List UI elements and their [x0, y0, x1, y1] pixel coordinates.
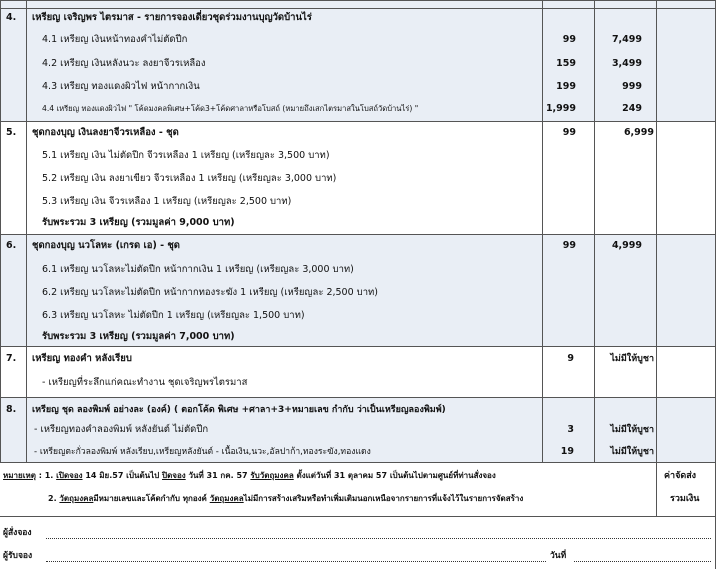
note-open-date: 14 มิย.57 เป็นต้นไป — [85, 471, 160, 480]
item-label: 4.3 เหรียญ ทองแดงผิวไฟ หน้ากากเงิน — [42, 81, 200, 92]
item-qty: 19 — [560, 446, 574, 457]
section-qty: 99 — [562, 240, 576, 251]
shipping-label: ค่าจัดส่ง — [664, 471, 697, 481]
date-label: วันที่ — [550, 551, 567, 561]
note-object: วัตถุมงคล — [59, 494, 94, 503]
item-qty: 199 — [556, 81, 576, 92]
section-number: 8. — [6, 404, 17, 415]
notes-label: หมายเหตุ — [3, 471, 36, 480]
note-close: ปิดจอง — [162, 471, 186, 480]
item-label: - เหรียญตะกั่วลองพิมพ์ หลังเรียบ,เหรียญหลังยันต์ - เนื้อเงิน,นวะ,อัลปาก้า,ทองระฆัง,ทองแดง — [34, 447, 371, 457]
item-qty: 1,999 — [545, 103, 576, 114]
note-2 — [48, 493, 523, 505]
section-number: 6. — [6, 240, 17, 251]
item-label: - เหรียญทองคำลองพิมพ์ หลังยันต์ ไม่ตัดปีก — [34, 424, 209, 435]
note-2-b: ไม่มีการสร้างเสริมหรือทำเพิ่มเติมนอกเหนือจากรายการที่แจ้งไว้ในรายการจัดสร้าง — [243, 494, 524, 503]
section-title: เหรียญ เจริญพร ไตรมาส - รายการจองเดี่ยวชุดร่วมงานบุญวัดบ้านไร่ — [32, 12, 312, 23]
item-qty: 3 — [567, 424, 574, 435]
note-2-a: มีหมายเลขและโค้ดกำกับ ทุกองค์ — [93, 494, 207, 503]
section-number: 4. — [6, 12, 17, 23]
item-label: 5.2 เหรียญ เงิน ลงยาเขียว จีวรเหลือง 1 เหรียญ (เหรียญละ 3,000 บาท) — [42, 173, 337, 184]
item-label: 5.1 เหรียญ เงิน ไม่ตัดปีก จีวรเหลือง 1 เหรียญ (เหรียญละ 3,500 บาท) — [42, 150, 330, 161]
note-1-prefix: : 1. — [38, 471, 54, 480]
section-summary: รับพระรวม 3 เหรียญ (รวมมูลค่า 7,000 บาท) — [42, 331, 235, 342]
item-label: 4.4 เหรียญ ทองแดงผิวไฟ " โค้ดมงคลพิเศษ+โค้ด3+โค้ดศาลาหรือโบสถ์ (หมายถึงเสกไตรมาสในโบสถ์วัดบ้านไร่) " — [42, 104, 419, 113]
orderer-label: ผู้สั่งจอง — [3, 528, 32, 538]
section-title: เหรียญ ทองคำ หลังเรียบ — [32, 353, 132, 364]
item-label: 5.3 เหรียญ เงิน จีวรเหลือง 1 เหรียญ (เหรียญละ 2,500 บาท) — [42, 196, 292, 207]
section-qty: 9 — [567, 353, 574, 364]
item-label: - เหรียญที่ระลึกแก่คณะทำงาน ชุดเจริญพรไตรมาส — [42, 377, 248, 388]
item-label: 4.1 เหรียญ เงินหน้าทองคำไม่ตัดปีก — [42, 34, 188, 45]
item-qty: 159 — [556, 58, 576, 69]
date-line[interactable] — [574, 561, 711, 562]
receiver-label: ผู้รับจอง — [3, 551, 33, 561]
section-title: เหรียญ ชุด ลองพิมพ์ อย่างละ (องค์) ( ตอกโค้ด พิเศษ +ศาลา+3+หมายเลข กำกับ ว่าเป็นเหรียญลองพิมพ์) — [32, 405, 446, 415]
note-close-date: วันที่ 31 กค. 57 — [188, 471, 248, 480]
note-2-prefix: 2. — [48, 494, 57, 503]
note-object-2: วัตถุมงคล — [209, 494, 244, 503]
item-label: 6.3 เหรียญ นวโลหะ ไม่ตัดปีก 1 เหรียญ (เหรียญละ 1,500 บาท) — [42, 310, 305, 321]
section-price: 4,999 — [611, 240, 642, 251]
item-price: ไม่มีให้บูชา — [610, 447, 654, 457]
item-label: 4.2 เหรียญ เงินหลังนวะ ลงยาจีวรเหลือง — [42, 58, 206, 69]
section-number: 7. — [6, 353, 17, 364]
item-price: 3,499 — [611, 58, 642, 69]
note-1 — [3, 470, 496, 482]
section-price: 6,999 — [623, 127, 654, 138]
receiver-line[interactable] — [46, 561, 546, 562]
section-title: ชุดกองบุญ นวโลหะ (เกรด เอ) - ชุด — [32, 240, 180, 251]
item-price: 999 — [622, 81, 642, 92]
orderer-line[interactable] — [46, 538, 711, 539]
section-summary: รับพระรวม 3 เหรียญ (รวมมูลค่า 9,000 บาท) — [42, 217, 235, 228]
item-price: 249 — [622, 103, 642, 114]
item-qty: 99 — [562, 34, 576, 45]
item-price: ไม่มีให้บูชา — [610, 425, 654, 435]
total-label: รวมเงิน — [670, 494, 700, 504]
section-title: ชุดกองบุญ เงินลงยาจีวรเหลือง - ชุด — [32, 127, 179, 138]
section-qty: 99 — [562, 127, 576, 138]
item-price: 7,499 — [611, 34, 642, 45]
note-open: เปิดจอง — [56, 471, 83, 480]
section-price: ไม่มีให้บูชา — [610, 354, 654, 364]
note-receive-date: ตั้งแต่วันที่ 31 ตุลาคม 57 เป็นต้นไปตามศูนย์ที่ท่านสั่งจอง — [296, 471, 496, 480]
item-label: 6.2 เหรียญ นวโลหะไม่ตัดปีก หน้ากากทองระฆัง 1 เหรียญ (เหรียญละ 2,500 บาท) — [42, 287, 378, 298]
item-label: 6.1 เหรียญ นวโลหะไม่ตัดปีก หน้ากากเงิน 1 เหรียญ (เหรียญละ 3,000 บาท) — [42, 264, 354, 275]
section-number: 5. — [6, 127, 17, 138]
note-receive: รับวัตถุมงคล — [250, 471, 294, 480]
